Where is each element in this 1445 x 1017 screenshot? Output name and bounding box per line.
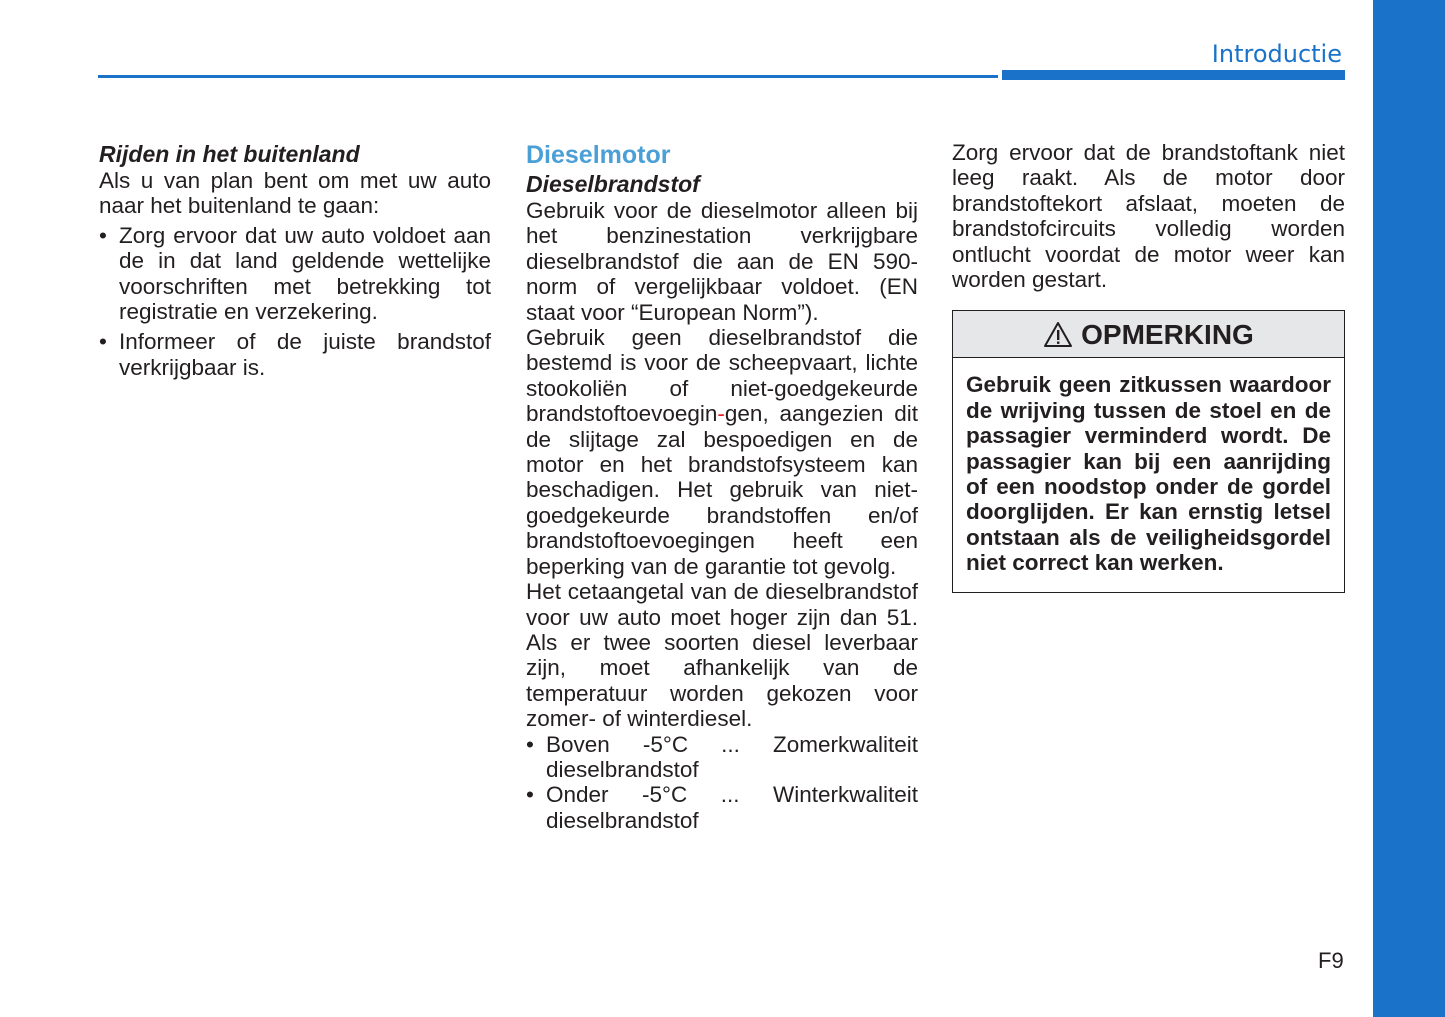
column-3 [952, 140, 1345, 593]
side-chapter-tab [1373, 0, 1445, 1017]
note-body: Gebruik geen zitkussen waardoor de wrijving tussen de stoel en de passagier verminderd wordt. De passagier kan bij een aanrijding of een noodstop onder de gordel doorglijden. Er kan ernstig letsel ontstaan als de veiligheidsgordel niet correct kan werken. [966, 372, 1331, 576]
note-title: OPMERKING [1081, 318, 1254, 350]
paragraph: Zorg ervoor dat de brandstoftank niet leeg raakt. Als de motor door brandstoftekort afslaat, moeten de brandstofcircuits volledig worden ontlucht voordat de motor weer kan worden gestart. [952, 140, 1345, 293]
intro-paragraph: Als u van plan bent om met uw auto naar het buitenland te gaan: [99, 168, 491, 219]
list-item: • Informeer of de juiste brandstof verkrijgbaar is. [99, 329, 491, 380]
page-number: F9 [1318, 948, 1344, 973]
bullet-list [99, 223, 491, 380]
bullet-list [526, 732, 918, 834]
list-item: • Zorg ervoor dat uw auto voldoet aan de in dat land geldende wettelijke voorschriften met betrekking tot registratie en verzekering. [99, 223, 491, 325]
subheading-diesel-fuel: Dieselbrandstof [526, 171, 700, 197]
section-title: Introductie [1211, 40, 1342, 68]
header-rule [98, 75, 998, 78]
header-rule-accent [1002, 70, 1345, 80]
hyphen-mark: - [717, 401, 725, 427]
heading-diesel-engine: Dieselmotor [526, 141, 671, 169]
heading-driving-abroad: Rijden in het buitenland [99, 141, 360, 167]
paragraph: Gebruik geen dieselbrandstof die bestemd is voor de scheepvaart, lichte stookoliën of niet-goedgekeurde brandstoftoevoegin-gen, aangezien dit de slijtage zal bespoedigen en de motor en het brandstofsysteem kan beschadigen. Het gebruik van niet-goedgekeurde brandstoffen en/of brandstoftoevoegingen heeft een beperking van de garantie tot gevolg. [526, 325, 918, 579]
note-box [952, 310, 1345, 592]
paragraph: Het cetaangetal van de dieselbrandstof voor uw auto moet hoger zijn dan 51. Als er twee soorten diesel leverbaar zijn, moet afhankelijk van de temperatuur worden gekozen voor zomer- of winterdiesel. [526, 579, 918, 732]
warning-triangle-icon [1043, 321, 1073, 348]
list-item: • Onder -5°C ... Winterkwaliteit dieselbrandstof [526, 782, 918, 833]
column-2 [526, 140, 918, 833]
list-item: • Boven -5°C ... Zomerkwaliteit dieselbrandstof [526, 732, 918, 783]
paragraph: Gebruik voor de dieselmotor alleen bij het benzinestation verkrijgbare dieselbrandstof die aan de EN 590-norm of vergelijkbaar voldoet. (EN staat voor “European Norm”). [526, 198, 918, 325]
note-header [953, 311, 1344, 358]
column-1 [99, 140, 491, 385]
